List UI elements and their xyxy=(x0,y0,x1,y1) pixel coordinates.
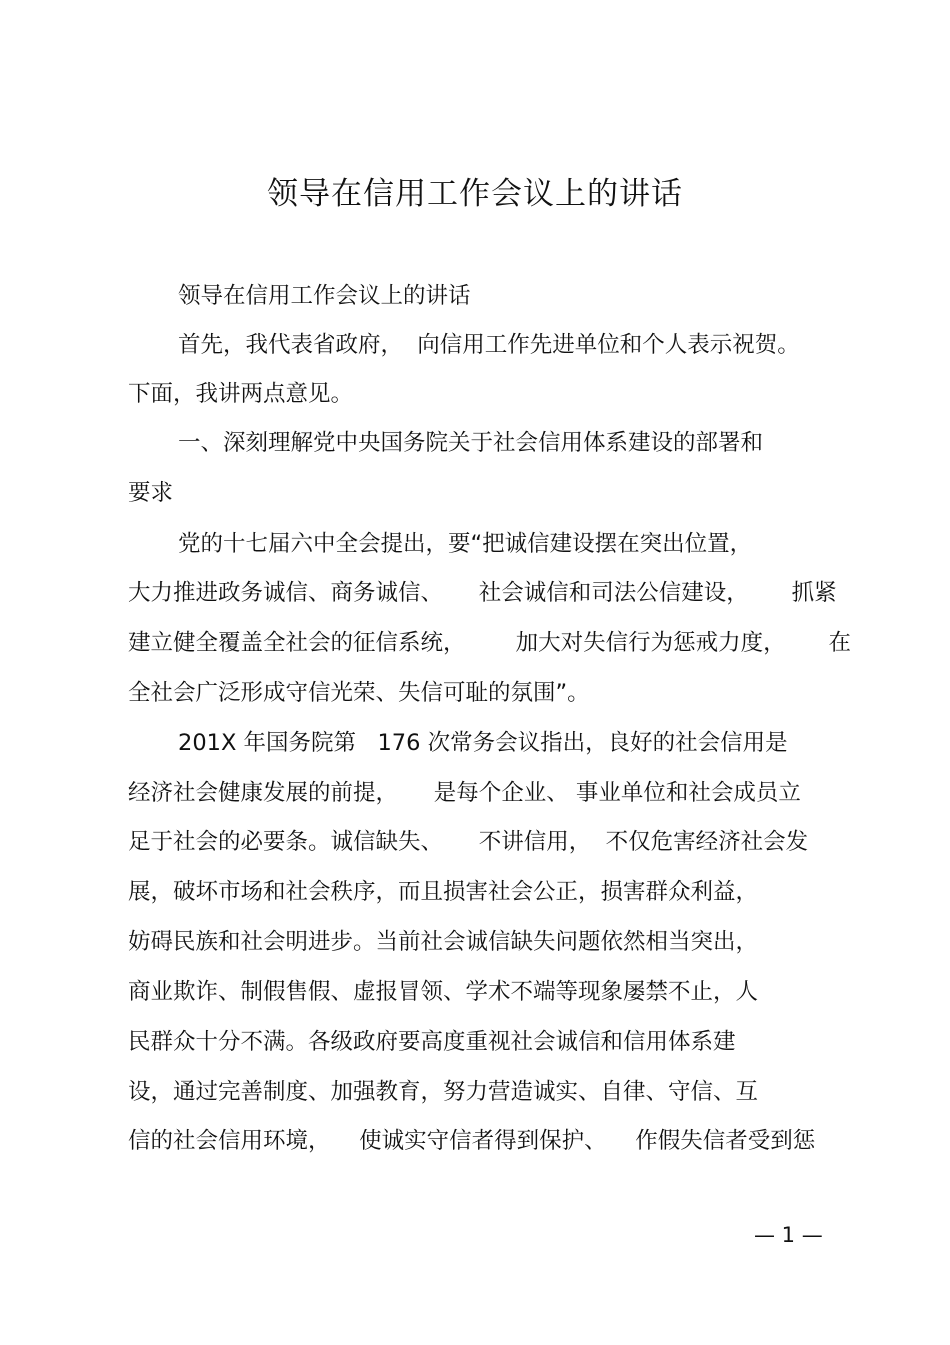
body-line: 大力推进政务诚信、商务诚信、 社会诚信和司法公信建设， 抓紧 xyxy=(128,580,837,606)
page-number: — 1 — xyxy=(754,1223,823,1247)
body-line: 一、深刻理解党中央国务院关于社会信用体系建设的部署和 xyxy=(178,430,764,456)
body-line: 首先，我代表省政府， 向信用工作先进单位和个人表示祝贺。 xyxy=(178,332,800,358)
body-line: 201X 年国务院第 176 次常务会议指出，良好的社会信用是 xyxy=(178,730,788,756)
body-line: 展，破坏市场和社会秩序，而且损害社会公正，损害群众利益， xyxy=(128,879,759,905)
document-title: 领导在信用工作会议上的讲话 xyxy=(267,176,683,212)
body-line: 建立健全覆盖全社会的征信系统， 加大对失信行为惩戒力度， 在 xyxy=(128,630,851,656)
body-line: 领导在信用工作会议上的讲话 xyxy=(178,283,471,309)
body-line: 设，通过完善制度、加强教育，努力营造诚实、自律、守信、互 xyxy=(128,1079,759,1105)
body-line: 妨碍民族和社会明进步。当前社会诚信缺失问题依然相当突出， xyxy=(128,929,759,955)
body-line: 信的社会信用环境， 使诚实守信者得到保护、 作假失信者受到惩 xyxy=(128,1128,816,1154)
body-line: 足于社会的必要条。诚信缺失、 不讲信用， 不仅危害经济社会发 xyxy=(128,829,809,855)
body-line: 民群众十分不满。各级政府要高度重视社会诚信和信用体系建 xyxy=(128,1029,736,1055)
body-line: 下面，我讲两点意见。 xyxy=(128,381,354,407)
body-line: 全社会广泛形成守信光荣、失信可耻的氛围”。 xyxy=(128,680,590,706)
body-line: 要求 xyxy=(128,480,174,506)
body-line: 商业欺诈、制假售假、虚报冒领、学术不端等现象屡禁不止，人 xyxy=(128,979,759,1005)
body-line: 经济社会健康发展的前提， 是每个企业、 事业单位和社会成员立 xyxy=(128,780,801,806)
body-line: 党的十七届六中全会提出，要“把诚信建设摆在突出位置， xyxy=(178,531,753,557)
